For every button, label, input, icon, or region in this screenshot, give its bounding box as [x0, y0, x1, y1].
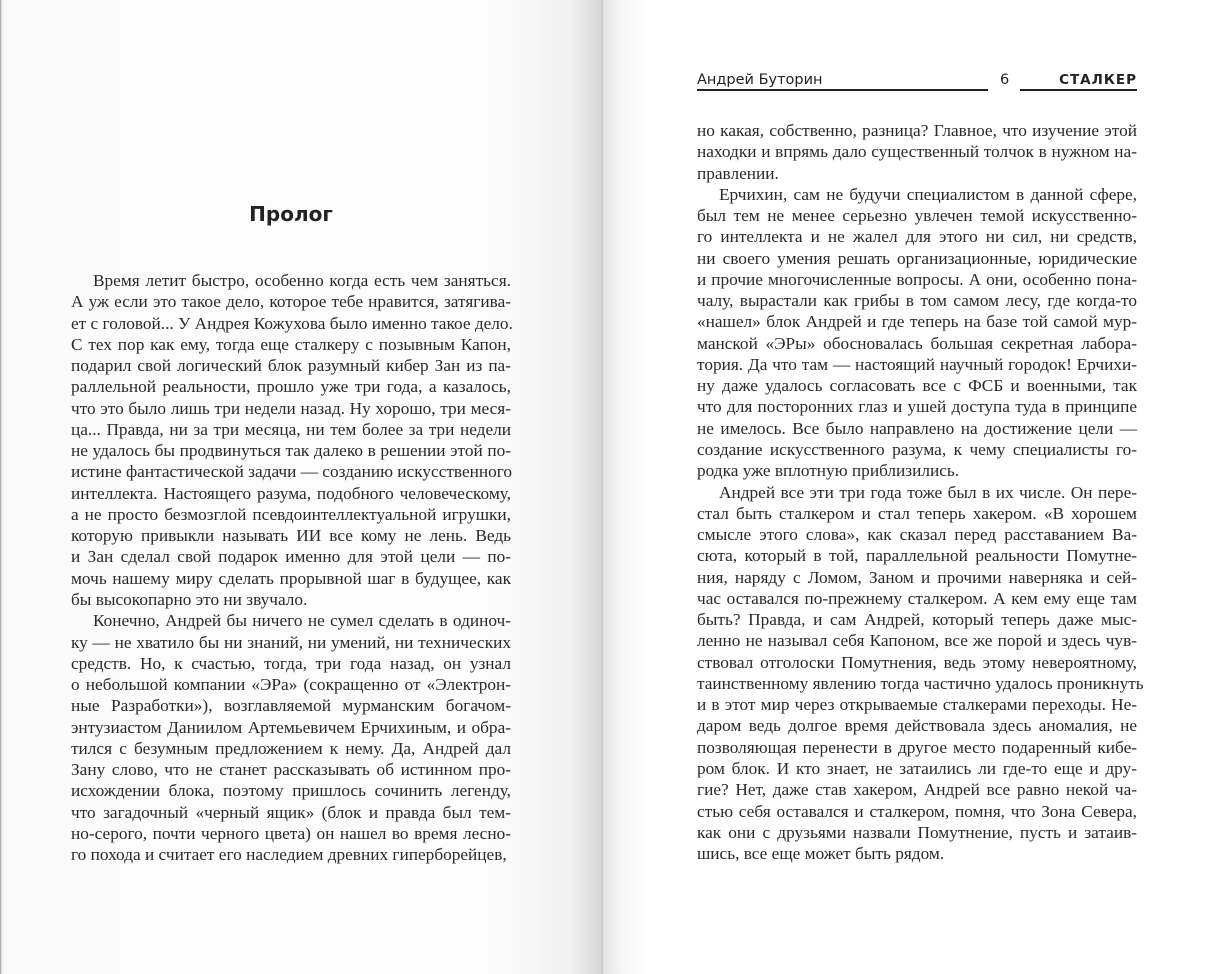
text-line: чалу, вырастали как грибы в том самом лесу, где когда-то	[697, 291, 1137, 311]
chapter-title: Пролог	[249, 202, 333, 226]
text-line: Время летит быстро, особенно когда есть чем заняться.	[93, 271, 511, 290]
text-line: С тех пор как ему, тогда еще сталкеру с позывным Капон,	[71, 334, 511, 354]
text-line: правлении.	[697, 163, 779, 183]
text-line: «нашел» блок Андрей и где теперь на базе той самой мур-	[697, 312, 1137, 332]
text-line: и в этот мир через открываемые сталкерами переходы. Не-	[697, 695, 1137, 715]
text-line: ленно не называл себя Капоном, все же порой и здесь чув-	[697, 631, 1137, 651]
text-line: что это было лишь три недели назад. Ну хорошо, три меся-	[71, 398, 511, 418]
text-line: интеллекта. Настоящего разума, подобного человеческому,	[71, 483, 511, 503]
text-line: позволяющая перенести в другое место подаренный кибе-	[697, 737, 1137, 757]
text-line: ром блок. И кто знает, не затаились ли где-то еще и дру-	[697, 758, 1137, 778]
text-line: создание искусственного разума, к чему специалисты го-	[697, 439, 1137, 459]
text-line: ния, наряду с Ломом, Заном и прочими наверняка и сей-	[697, 567, 1137, 587]
text-line: час оставался по-прежнему сталкером. А кем ему еще там	[697, 588, 1137, 608]
text-line: ца... Правда, ни за три месяца, ни тем более за три недели	[71, 419, 511, 439]
text-line: а не просто безмозглой псевдоинтеллектуальной игрушки,	[71, 504, 511, 524]
text-line: энтузиастом Даниилом Артемьевичем Ерчихиным, и обра-	[71, 717, 511, 737]
text-line: Ерчихин, сам не будучи специалистом в данной сфере,	[719, 184, 1137, 204]
text-line: Конечно, Андрей бы ничего не сумел сделать в одиноч-	[93, 611, 511, 631]
text-line: стал быть сталкером и стал теперь хакером. «В хорошем	[697, 503, 1137, 523]
text-line: Андрей все эти три года тоже был в их числе. Он пере-	[719, 482, 1137, 502]
paragraph	[697, 482, 1144, 865]
text-line: и прочие многочисленные вопросы. А они, особенно пона-	[697, 269, 1137, 289]
text-line: был тем не менее серьезно увлечен темой искусственно-	[697, 206, 1137, 226]
text-line: сюта, который в той, параллельной реальности Помутне-	[697, 546, 1137, 566]
text-line: и Зан сделал свой подарок именно для этой цели — по-	[71, 547, 511, 567]
text-line: Зану слово, что не станет рассказывать об истинном про-	[71, 760, 511, 780]
text-line: ные Разработки»), возглавляемой мурманским богачом-	[71, 696, 511, 716]
text-line: быть? Правда, и сам Андрей, который теперь даже мыс-	[697, 610, 1137, 630]
text-line: ну даже удалось согласовать все с ФСБ и военными, так	[697, 376, 1137, 396]
text-line: ку — не хватило бы ни знаний, ни умений, ни технических	[71, 632, 511, 652]
text-line: ствовал отголоски Помутнения, ведь этому невероятному,	[697, 652, 1137, 672]
text-line: истине фантастической задачи — созданию искусственного	[71, 462, 513, 482]
running-head-author: Андрей Буторин	[697, 72, 988, 91]
text-line: даром ведь долгое время действовала здесь аномалия, не	[697, 716, 1137, 736]
paragraph	[697, 184, 1137, 482]
text-line: подарил свой логический блок разумный кибер Зан из па-	[71, 356, 511, 376]
text-line: смысле этого слова», как сказал перед расставанием Ва-	[697, 525, 1137, 545]
text-line: стью себя оставался и сталкером, помня, что Зона Севера,	[697, 801, 1137, 821]
text-line: которую привыкли называть ИИ все кому не лень. Ведь	[71, 526, 511, 546]
paragraph	[697, 120, 1137, 184]
text-line: таинственному явлению тогда частично удалось проникнуть	[697, 673, 1144, 693]
text-line: мочь нашему миру сделать прорывной шаг в будущее, как	[71, 568, 511, 588]
left-page-text	[71, 270, 511, 865]
text-line: шись, все еще может быть рядом.	[697, 844, 945, 864]
text-line: но какая, собственно, разница? Главное, что изучение этой	[697, 121, 1137, 140]
text-line: что для посторонних глаз и ушей доступа туда в принципе	[697, 397, 1137, 417]
text-line: родка уже вплотную приблизились.	[697, 461, 960, 481]
text-line: А уж если это такое дело, которое тебе нравится, затягива-	[71, 292, 511, 312]
text-line: исхождении блока, поэтому пришлось сочинить легенду,	[71, 781, 511, 801]
page-number: 6	[1000, 72, 1010, 88]
running-head-series: СТАЛКЕР	[1020, 72, 1137, 91]
text-line: ет с головой... У Андрея Кожухова было именно такое дело.	[71, 313, 513, 333]
text-line: что загадочный «черный ящик» (блок и правда был тем-	[71, 802, 511, 822]
paragraph	[71, 270, 511, 610]
text-line: раллельной реальности, прошло уже три года, а казалось,	[71, 377, 511, 397]
text-line: как они с друзьями назвали Помутнение, пусть и затаив-	[697, 822, 1137, 842]
text-line: но-серого, почти черного цвета) он нашел во время лесно-	[71, 823, 511, 843]
text-line: о небольшой компании «ЭРа» (сокращенно от «Электрон-	[71, 675, 511, 695]
text-line: находки и впрямь дало существенный толчок в нужном на-	[697, 142, 1137, 162]
text-line: тория. Да что там — настоящий научный городок! Ерчихи-	[697, 354, 1137, 374]
text-line: ни своего умения решать организационные, юридические	[697, 248, 1137, 268]
text-line: средств. Но, к счастью, тогда, три года назад, он узнал	[71, 653, 511, 673]
text-line: не удалось бы продвинуться так далеко в решении этой по-	[71, 441, 511, 461]
paragraph	[71, 610, 511, 865]
text-line: го интеллекта и не жалел для этого ни сил, ни средств,	[697, 227, 1137, 247]
right-page-text	[697, 120, 1144, 864]
text-line: не имелось. Все было направлено на достижение цели —	[697, 418, 1137, 438]
text-line: го похода и считает его наследием древних гиперборейцев,	[71, 845, 507, 865]
text-line: тился с безумным предложением к нему. Да, Андрей дал	[71, 738, 511, 758]
text-line: гие? Нет, даже став хакером, Андрей все равно некой ча-	[697, 780, 1137, 800]
text-line: бы высокопарно это ни звучало.	[71, 589, 308, 609]
text-line: манской «ЭРы» обосновалась большая секретная лабора-	[697, 333, 1137, 353]
